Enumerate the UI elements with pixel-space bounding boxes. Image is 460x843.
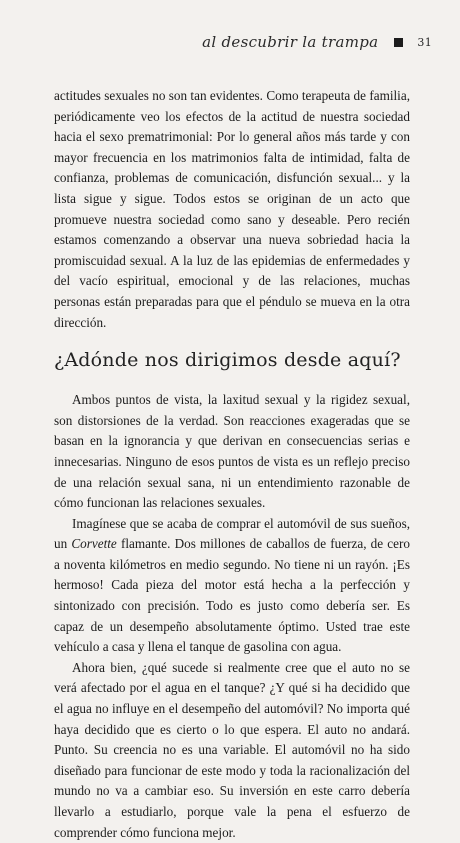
paragraph-text: flamante. Dos millones de caballos de fuerza, de cero a noventa kilómetros en medio segundo. No tiene ni un rayón. ¡Es hermoso! Cada pieza del motor está hecha a la perfección y sintonizado con precisión. Todo es justo como debería ser. Es capaz de un desempeño absolutamente óptimo. Usted trae este vehículo a casa y llena el tanque de gasolina con agua. — [54, 536, 411, 655]
paragraph-text: Imagínese que se acaba de comprar el automóvil de sus sueños, un — [54, 515, 410, 552]
paragraph-points-of-view: Ambos puntos de vista, la laxitud sexual y la rigidez sexual, son distorsiones de la verdad. Son reacciones exageradas que se basan en la ignorancia y que derivan en consecuencias serias e innecesarias. Ninguno de esos puntos de vista es un reflejo preciso de una relación sexual sana, ni un entendimiento razonable de cómo funcionan las relaciones sexuales. — [54, 392, 410, 511]
paragraph-corvette — [54, 514, 410, 658]
running-head-title: al descubrir la trampa — [202, 33, 379, 51]
square-bullet-icon — [394, 38, 403, 47]
section-heading: ¿Adónde nos dirigimos desde aquí? — [54, 349, 401, 372]
paragraph-water-in-tank: Ahora bien, ¿qué sucede si realmente cree que el auto no se verá afectado por el agua en el tanque? ¿Y qué si ha decidido que el agua no influye en el desempeño del automóvil? No importa qué haya decidido que es cierto o lo que espera. El auto no andará. Punto. Su creencia no es una variable. El automóvil no ha sido diseñado para funcionar de este modo y toda la racionalización del mundo no va a cambiar eso. Su inversión en este carro debería llevarlo a estudiarlo, porque vale la pena el esfuerzo de comprender cómo funciona mejor. — [54, 659, 410, 840]
body-text — [54, 86, 410, 843]
page-number: 31 — [417, 35, 432, 49]
running-head — [202, 33, 432, 51]
paragraph-continued: actitudes sexuales no son tan evidentes. Como terapeuta de familia, periódicamente veo los efectos de la actitud de nuestra sociedad hacia el sexo prematrimonial: Por lo general años más tarde y con mayor frecuencia en los matrimonios falta de intimidad, falta de confianza, problemas de comunicación, disfunción sexual... y la lista sigue y sigue. Todos estos se originan de un acto que promueve nuestra sociedad como sano y deseable. Pero recién estamos comenzando a observar una nueva sobriedad hacia la promiscuidad sexual. A la luz de las epidemias de enfermedades y del vacío espiritual, emocional y de las relaciones, muchas personas están preparadas para que el péndulo se mueva en la otra dirección. — [54, 88, 410, 330]
italic-term: Corvette — [71, 536, 117, 552]
